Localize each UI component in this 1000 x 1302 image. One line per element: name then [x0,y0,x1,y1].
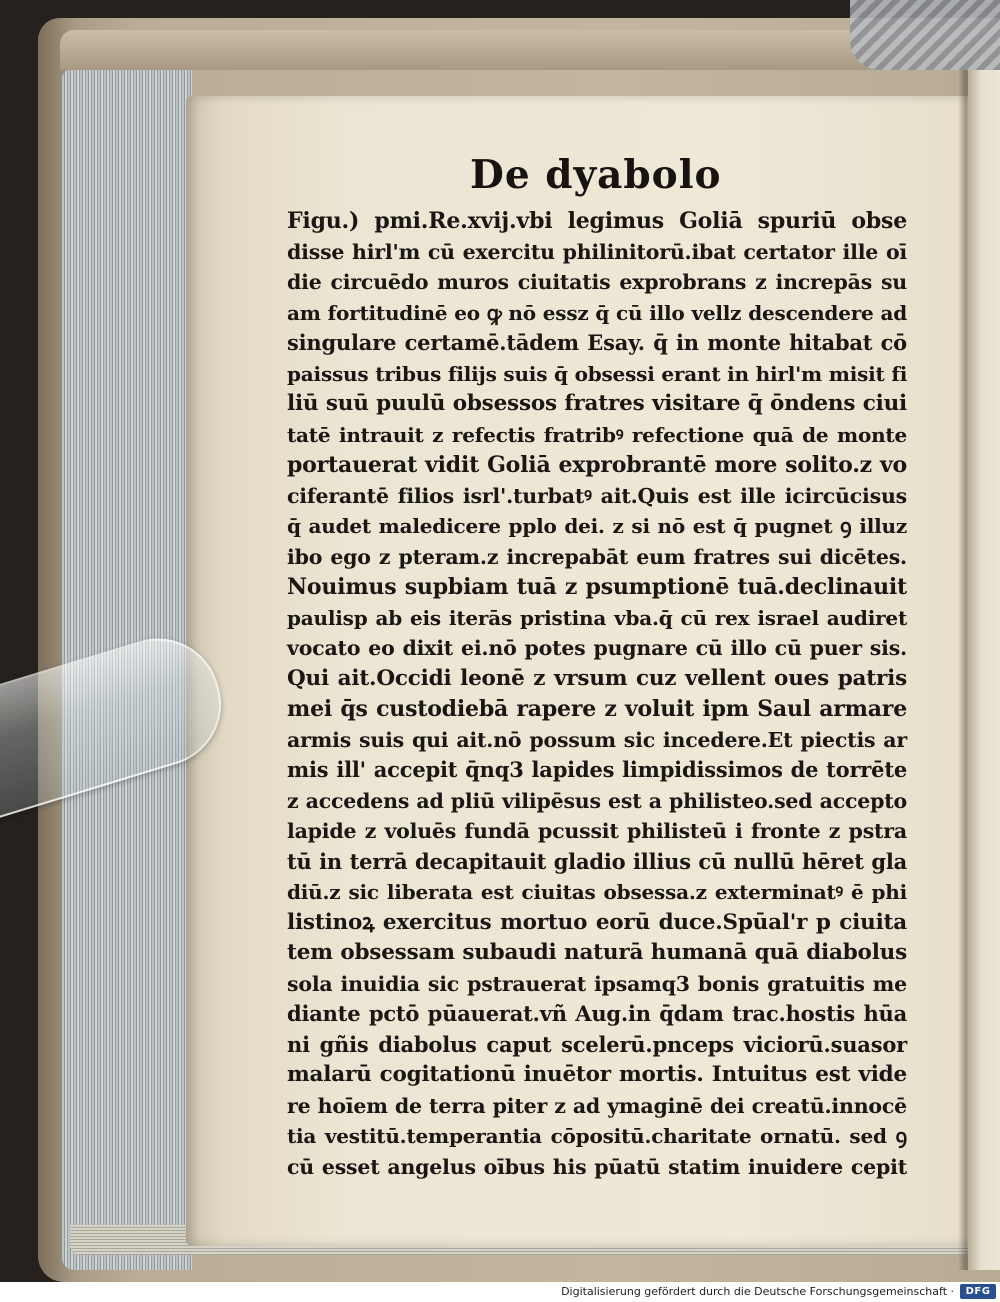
text-line: tia vestitū.temperantia cōpositū.charitate ornatū. sed ꝯ [287,1124,907,1148]
text-line: listinoꝝ exercitus mortuo eorū duce.Spūal'r p ciuita [287,909,907,935]
binding-tie [850,0,1000,70]
text-line: diū.z sic liberata est ciuitas obsessa.z exterminatꝰ ē phi [287,880,907,904]
text-line: malarū cogitationū inuētor mortis. Intuitus est vide [287,1062,907,1087]
text-line: Figu.) pmi.Re.xvij.vbi legimus Goliā spuriū obse [287,208,907,234]
text-line: Nouimus supbiam tuā z psumptionē tuā.declinauit [287,574,907,600]
text-line: lapide z voluēs fundā pcussit philisteū i fronte z pstra [287,819,907,843]
main-text-block [287,206,907,1182]
footer-credit: Digitalisierung gefördert durch die Deutsche Forschungsgemeinschaft · [561,1285,954,1298]
footer-bar [0,1282,1000,1302]
text-line: z accedens ad pliū vilipēsus est a philisteo.sed accepto [287,788,907,813]
text-line: ni gñis diabolus caput scelerū.pnceps viciorū.suasor [287,1031,907,1057]
text-line: die circuēdo muros ciuitatis exprobrans z increpās su [287,270,907,294]
text-line: paissus tribus filijs suis q̄ obsessi erant in hirl'm misit fi [287,361,908,386]
text-line: portauerat vidit Goliā exprobrantē more solito.z vo [287,452,907,478]
text-line: q̄ audet maledicere pplo dei. z si nō est q̄ pugnet ꝯ illuz [287,514,907,538]
text-line: Qui ait.Occidi leonē z vrsum cuz vellent oues patris [287,665,907,691]
text-line: cū esset angelus oībus his pūatū statim inuidere cepit [287,1154,907,1179]
text-line: ciferantē filios isrl'.turbatꝰ ait.Quis est ille icircūcisus [287,483,907,508]
text-line: armis suis qui ait.nō possum sic incedere.Et piectis ar [287,727,907,752]
text-line: tatē intrauit z refectis fratribꝰ refectione quā de monte [287,422,907,447]
text-line: tem obsessam subaudi naturā humanā quā diabolus [287,940,907,965]
facing-page-edge [968,70,1000,1270]
text-line: paulisp ab eis iterās pristina vba.q̄ cū rex israel audiret [287,605,907,630]
text-line: tū in terrā decapitauit gladio illius cū nullū hēret gla [287,848,907,874]
text-line: am fortitudinē eo ꝙ nō essz q̄ cū illo vellz descendere ad [287,300,907,325]
text-line: mis ill' accepit q̄nq3 lapides limpidissimos de torrēte [287,757,907,782]
text-line: vocato eo dixit ei.nō potes pugnare cū illo cū puer sis. [287,636,907,660]
text-line: singulare certamē.tādem Esay. q̄ in monte hitabat cō [287,330,907,355]
text-line: sola inuidia sic pstrauerat ipsamq3 bonis gratuitis me [287,971,907,996]
text-line: ibo ego z pteram.z increpabāt eum fratres sui dicētes. [287,544,907,569]
text-line: re hoīem de terra piter z ad ymaginē dei creatū.innocē [287,1093,907,1118]
text-line: diante pctō pūauerat.vñ Aug.in q̄dam trac.hostis hūa [287,1001,907,1026]
text-line: disse hirl'm cū exercitu philinitorū.ibat certator ille oī [287,239,907,264]
page-heading: De dyabolo [470,152,722,198]
text-line: mei q̄s custodiebā rapere z voluit ipm Saul armare [287,696,907,722]
text-line: liū suū puulū obsessos fratres visitare q̄ ōndens ciui [287,391,907,416]
dfg-logo: DFG [960,1284,996,1299]
